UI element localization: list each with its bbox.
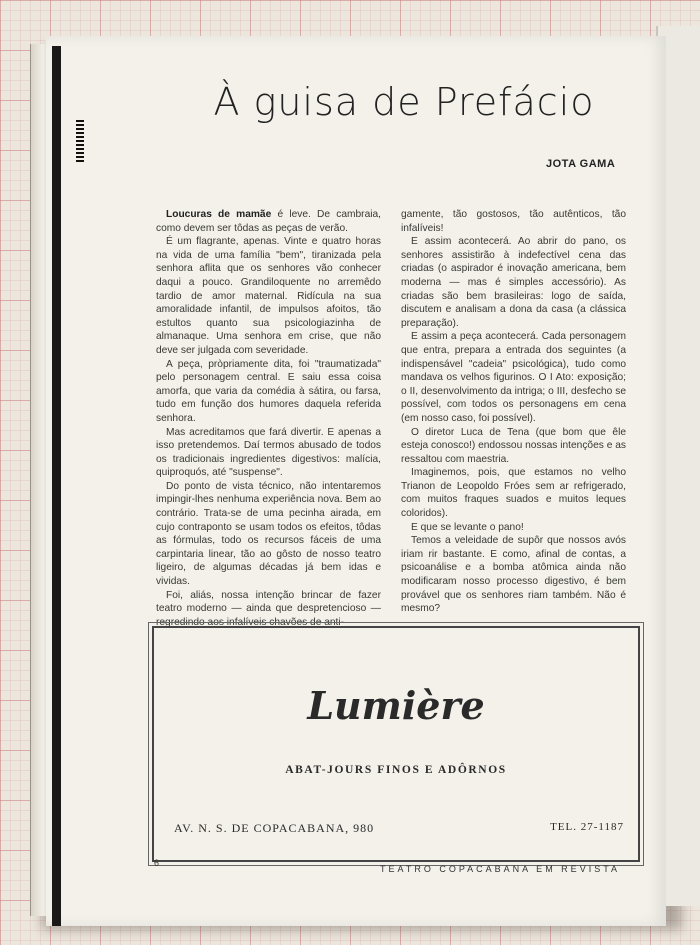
text-column-right bbox=[401, 208, 626, 616]
paragraph: O diretor Luca de Tena (que bom que êle esteja conosco!) endossou nossas intenções e as ressaltou com maestria. bbox=[401, 426, 626, 465]
advertisement-box bbox=[152, 626, 640, 862]
binding-marks bbox=[76, 120, 84, 162]
paragraph: Do ponto de vista técnico, não intentaremos impingir-lhes nenhuma experiência nova. Bem ao contrário. Trata-se de uma pecinha airada, em cujo contraponto se usam todos os efeitos, tôdas as fórmulas, todo os recursos fáceis de uma carpintaria linear, tão ao gôsto de nosso teatro ligeiro, de algumas décadas já bem idas e vividas. bbox=[156, 480, 381, 588]
magazine-page bbox=[46, 36, 666, 926]
lead-phrase: Loucuras de mamãe bbox=[166, 209, 272, 220]
ad-brand-logo: Lumière bbox=[307, 683, 485, 728]
running-footer: TEATRO COPACABANA EM REVISTA bbox=[380, 864, 621, 874]
paragraph: A peça, pròpriamente dita, foi "traumatizada" pelo personagem central. E saiu essa coisa amorfa, que varia da comédia à sátira, ou farsa, tudo em função dos humores daquela referida senhora. bbox=[156, 358, 381, 424]
ad-tagline: ABAT-JOURS FINOS E ADÔRNOS bbox=[285, 764, 507, 776]
text-column-left bbox=[156, 208, 381, 629]
ad-address: AV. N. S. DE COPACABANA, 980 bbox=[174, 821, 375, 835]
paragraph: Imaginemos, pois, que estamos no velho Trianon de Leopoldo Fróes sem ar refrigerado, com muitos fraques suados e muitos leques coloridos). bbox=[401, 467, 626, 520]
paragraph: E que se levante o pano! bbox=[411, 521, 524, 533]
article-author: JOTA GAMA bbox=[546, 158, 616, 170]
page-number: 6 bbox=[154, 858, 160, 868]
article-title: À guisa de Prefácio bbox=[213, 80, 595, 124]
paragraph: É um flagrante, apenas. Vinte e quatro horas na vida de uma família "bem", tiranizada pela senhora aflita que os senhores vão conhecer daqui a pouco. Grandiloquente no arremêdo tardio de amor maternal. Ridícula na sua amoralidade infantil, de impulsos afoitos, tão estultos quanto sua psicologiazinha de almanaque. Uma senhora em crise, que não deve ser julgada com severidade. bbox=[156, 236, 381, 356]
paragraph bbox=[156, 208, 381, 235]
ad-phone: TEL. 27-1187 bbox=[550, 821, 624, 833]
paragraph: E assim a peça acontecerá. Cada personagem que entra, prepara a entrada dos seguintes (a indispensável "cadeia" psicológica), tudo como mandava os velhos figurinos. O I Ato: exposição; o II, desenvolvimento da intriga; o III, desfecho se possível, com todos os personagens em cena (em nosso caso, foi possível). bbox=[401, 331, 626, 424]
binding-spine bbox=[52, 46, 61, 926]
lead-text: é leve. De cambraia, como devem ser tôdas as peças de verão. bbox=[156, 209, 381, 234]
paragraph: Temos a veleidade de supôr que nossos avós iriam rir bastante. E como, afinal de contas, a psicoanálise e a bomba atômica ainda não modificaram nosso processo digestivo, é bem provável que os senhores riam também. Não é mesmo? bbox=[401, 535, 626, 615]
paragraph: gamente, tão gostosos, tão autênticos, tão infalíveis! bbox=[401, 209, 626, 234]
paragraph: Foi, aliás, nossa intenção brincar de fazer teatro moderno — ainda que despretencioso — regredindo aos infalíveis chavões de anti- bbox=[156, 589, 381, 628]
paragraph: E assim acontecerá. Ao abrir do pano, os senhores assistirão à indefectível cena das criadas (o aspirador é inovação americana, bem moderna — mas é simples accessório). As criadas são bem brasileiras: logo de saída, discutem e analisam a dona da casa (a clássica preparação). bbox=[401, 236, 626, 329]
paragraph: Mas acreditamos que fará divertir. E apenas a isso pretendemos. Daí termos abusado de todos os tradicionais ingredientes digestivos: malícia, quiproquós, até "suspense". bbox=[156, 426, 381, 479]
